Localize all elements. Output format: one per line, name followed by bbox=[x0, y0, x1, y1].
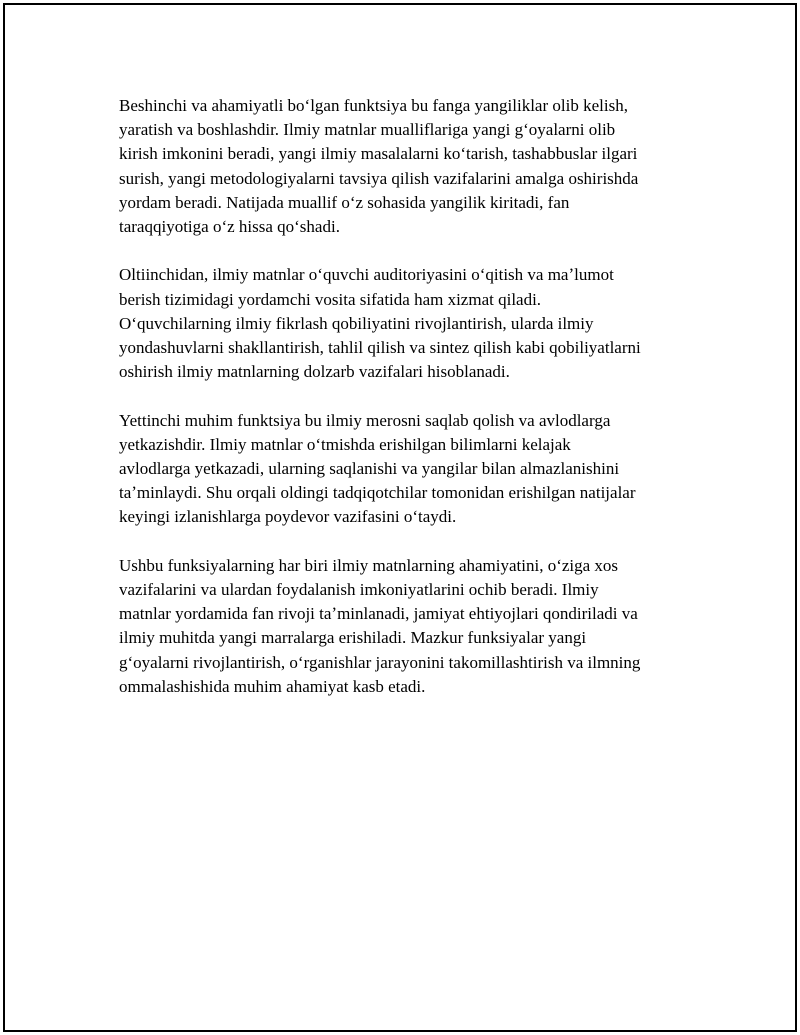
paragraph-fifth-function: Beshinchi va ahamiyatli boʻlgan funktsiya bu fanga yangiliklar olib kelish, yaratish va boshlashdir. Ilmiy matnlar mualliflariga yangi gʻoyalarni olib kirish imkonini beradi, yangi ilmiy masalalarni koʻtarish, tashabbuslar ilgari surish, yangi metodologiyalarni tavsiya qilish vazifalarini amalga oshirishda yordam beradi. Natijada muallif oʻz sohasida yangilik kiritadi, fan taraqqiyotiga oʻz hissa qoʻshadi. bbox=[119, 96, 639, 237]
paragraph-seventh-function: Yettinchi muhim funktsiya bu ilmiy merosni saqlab qolish va avlodlarga yetkazishdir. Ilmiy matnlar oʻtmishda erishilgan bilimlarni kelajak avlodlarga yetkazadi, ularning saqlanishi va yangilar bilan almazlanishini taʼminlaydi. Shu orqali oldingi tadqiqotchilar tomonidan erishilgan natijalar keyingi izlanishlarga poydevor vazifasini oʻtaydi. bbox=[119, 410, 636, 527]
paragraph-conclusion: Ushbu funksiyalarning har biri ilmiy matnlarning ahamiyatini, oʻziga xos vazifalarini va ulardan foydalanish imkoniyatlarini ochib beradi. Ilmiy matnlar yordamida fan rivoji taʼminlanadi, jamiyat ehtiyojlari qondiriladi va ilmiy muhitda yangi marralarga erishiladi. Mazkur funksiyalar yangi gʻoyalarni rivojlantirish, oʻrganishlar jarayonini takomillashtirish va ilmning ommalashishida muhim ahamiyat kasb etadi. bbox=[119, 555, 641, 696]
document-body bbox=[119, 94, 699, 723]
paragraph-sixth-function: Oltiinchidan, ilmiy matnlar oʻquvchi auditoriyasini oʻqitish va maʼlumot berish tizimidagi yordamchi vosita sifatida ham xizmat qiladi. Oʻquvchilarning ilmiy fikrlash qobiliyatini rivojlantirish, ularda ilmiy yondashuvlarni shakllantirish, tahlil qilish va sintez qilish kabi qobiliyatlarni oshirish ilmiy matnlarning dolzarb vazifalari hisoblanadi. bbox=[119, 265, 641, 382]
